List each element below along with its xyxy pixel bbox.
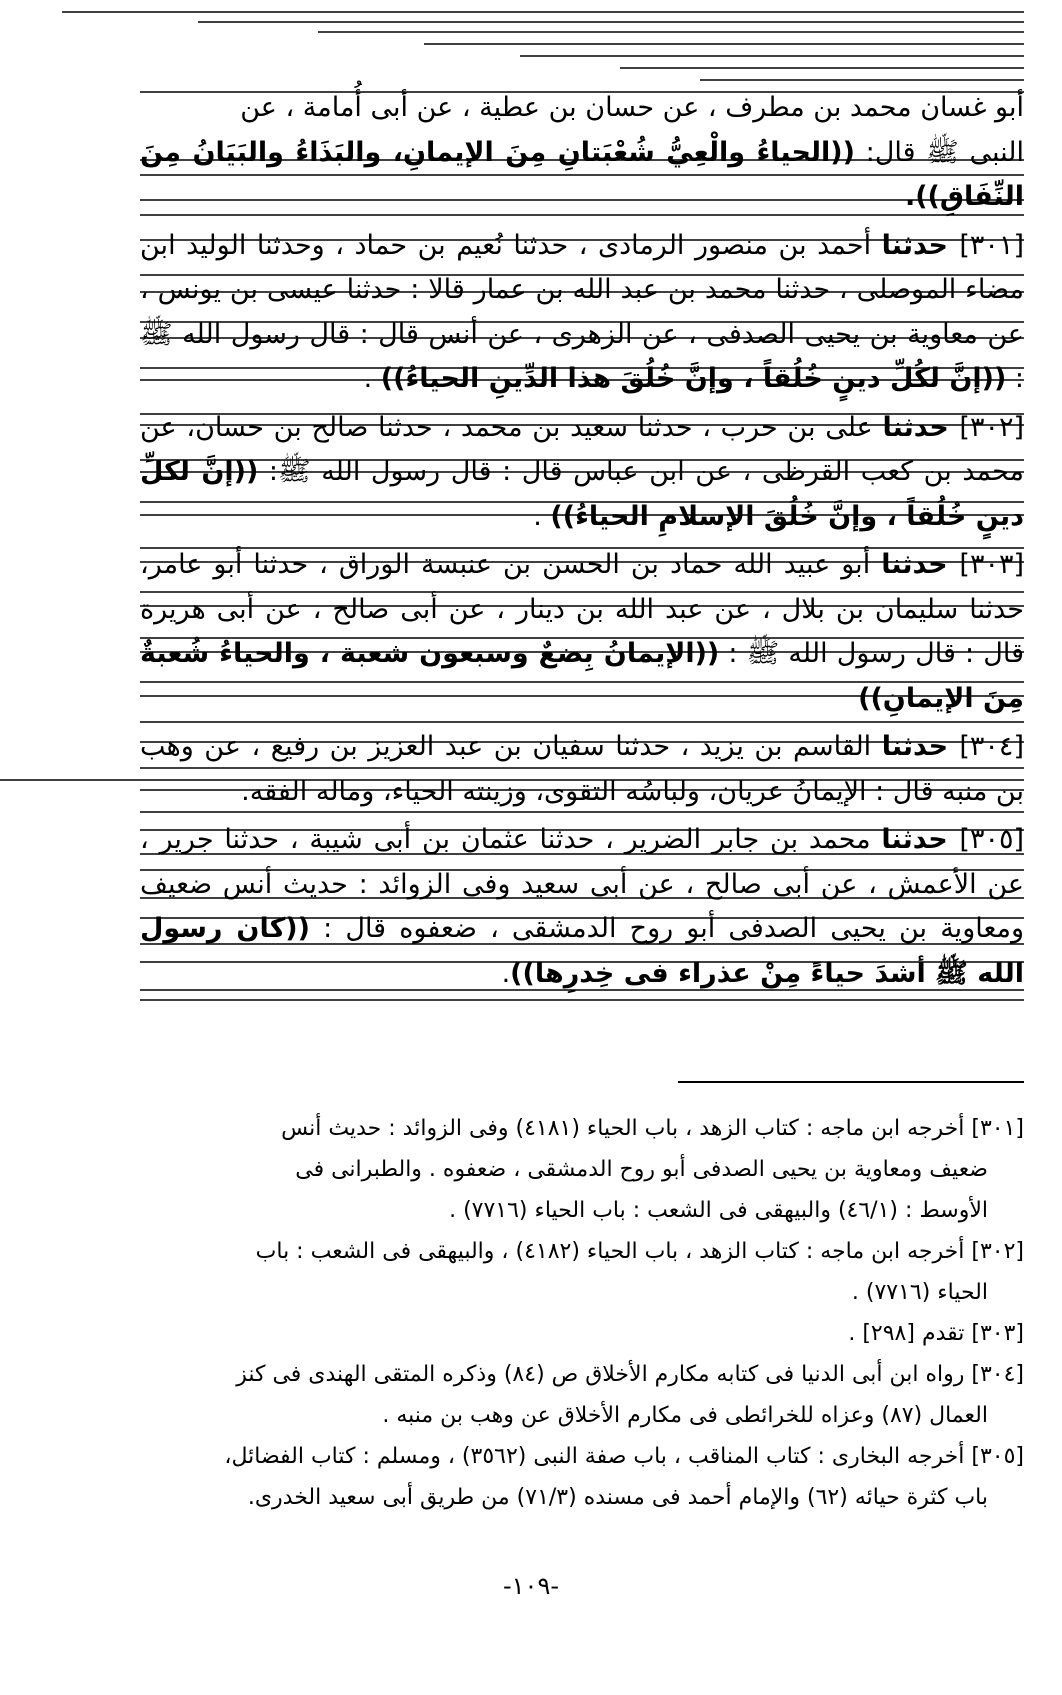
hadith-302-number: [٣٠٢] bbox=[959, 411, 1024, 443]
footnote-separator bbox=[678, 1081, 1024, 1083]
hadith-304-number: [٣٠٤] bbox=[959, 731, 1024, 762]
hadith-303-quote: ((الإيمانُ بِضعٌ وسبعون شعبة ، والحياءُ شُعبةٌ مِنَ الإيمانِ)) bbox=[140, 638, 1024, 714]
main-text bbox=[140, 86, 1024, 996]
footnote-305-line-1: [٣٠٥] أخرجه البخارى : كتاب المناقب ، باب صفة النبى (٣٥٦٢) ، ومسلم : كتاب الفضائل، bbox=[224, 1444, 1024, 1469]
footnote-302-line-1: [٣٠٢] أخرجه ابن ماجه : كتاب الزهد ، باب الحياء (٤١٨٢) ، والبيهقى فى الشعب : باب bbox=[255, 1239, 1024, 1264]
hadith-303 bbox=[140, 543, 1024, 721]
hadith-301 bbox=[140, 224, 1024, 402]
hadith-300-quote: ((الحياءُ والْعِيُّ شُعْبَتانِ مِنَ الإيمانِ، والبَذَاءُ والبَيَانُ مِنَ النِّفَاقِ)). bbox=[140, 136, 1024, 212]
hadith-303-number: [٣٠٣] bbox=[959, 549, 1024, 580]
page-number: -١٠٩- bbox=[502, 1572, 559, 1600]
hadith-300-line-1: أبو غسان محمد بن مطرف ، عن حسان بن عطية ، عن أبى أُمامة ، عن bbox=[240, 92, 1024, 123]
footnote-302-line-2: الحياء (٧٧١٦) . bbox=[851, 1280, 988, 1305]
hadith-301-lead: حدثنا bbox=[881, 229, 960, 261]
hadith-300-continuation bbox=[140, 86, 1024, 220]
footnote-301-line-2: ضعيف ومعاوية بن يحيى الصدفى أبو روح الدمشقى ، ضعفوه . والطبرانى فى bbox=[295, 1157, 988, 1182]
hadith-301-quote: ((إنَّ لكُلِّ دينٍ خُلُقاً ، وإنَّ خُلُقَ هذا الدِّينِ الحياءُ)) bbox=[380, 363, 1007, 394]
hadith-304 bbox=[140, 725, 1024, 814]
hadith-301-end: . bbox=[363, 363, 381, 394]
hadith-305-chain: محمد بن جابر الضرير ، حدثنا عثمان بن أبى شيبة ، حدثنا جرير ، عن الأعمش ، عن أبى صالح ، عن أبى سعيد وفى الزوائد : حديث أنس ضعيف ومعاوية بن يحيى الصدفى أبو روح الدمشقى ، ضعفوه قال : bbox=[140, 824, 1024, 944]
footnote-304-line-1: [٣٠٤] رواه ابن أبى الدنيا فى كتابه مكارم الأخلاق ص (٨٤) وذكره المتقى الهندى فى كنز bbox=[236, 1362, 1024, 1387]
hadith-301-chain: أحمد بن منصور الرمادى ، حدثنا نُعيم بن حماد ، وحدثنا الوليد ابن مضاء الموصلى ، حدثنا محمد بن عبد الله بن عمار قالا : حدثنا عيسى بن يونس ، عن معاوية بن يحيى الصدفى ، عن الزهرى ، عن أنس قال : قال رسول الله ﷺ : bbox=[140, 229, 1024, 394]
footnote-303-line-1: [٣٠٣] تقدم [٢٩٨] . bbox=[848, 1321, 1024, 1346]
hadith-302-quote: ((إنَّ لكلِّ دينٍ خُلُقاً ، وإنَّ خُلُقَ الإسلامِ الحياءُ)) bbox=[140, 456, 1024, 532]
footnote-301-line-1: [٣٠١] أخرجه ابن ماجه : كتاب الزهد ، باب الحياء (٤١٨١) وفى الزوائد : حديث أنس bbox=[281, 1116, 1024, 1141]
hadith-302-end: . bbox=[533, 500, 551, 532]
hadith-304-text: القاسم بن يزيد ، حدثنا سفيان بن عبد العزيز بن رفيع ، عن وهب بن منبه قال : الإيمانُ عريان، ولباسُه التقوى، وزينته الحياء، وماله الفقه. bbox=[140, 731, 1024, 807]
footnote-305-line-2: باب كثرة حيائه (٦٢) والإمام أحمد فى مسنده (٧١/٣) من طريق أبى سعيد الخدرى. bbox=[247, 1485, 988, 1510]
hadith-302 bbox=[140, 406, 1024, 540]
hadith-301-number: [٣٠١] bbox=[959, 229, 1024, 261]
footnote-301-line-3: الأوسط : (٤٦/١) والبيهقى فى الشعب : باب الحياء (٧٧١٦) . bbox=[449, 1198, 988, 1223]
hadith-305-lead: حدثنا bbox=[881, 824, 960, 855]
hadith-305-number: [٣٠٥] bbox=[959, 824, 1024, 855]
hadith-300-line-2-intro: النبى ﷺ قال: bbox=[854, 136, 1024, 168]
hadith-304-lead: حدثنا bbox=[881, 731, 960, 762]
footnote-304-line-2: العمال (٨٧) وعزاه للخرائطى فى مكارم الأخلاق عن وهب بن منبه . bbox=[382, 1403, 988, 1428]
hadith-302-chain: على بن حرب ، حدثنا سعيد بن محمد ، حدثنا صالح بن حسان، عن محمد بن كعب القرظى ، عن ابن عباس قال : قال رسول الله ﷺ: bbox=[140, 411, 1024, 487]
footnotes bbox=[140, 1108, 1024, 1518]
hadith-305-end: . bbox=[501, 957, 511, 989]
hadith-305-quote: ((كان رسول الله ﷺ أشدَ حياءً مِنْ عذراء فى خِدرِها)) bbox=[140, 913, 1024, 989]
hadith-302-lead: حدثنا bbox=[882, 411, 960, 443]
hadith-303-chain: أبو عبيد الله حماد بن الحسن بن عنبسة الوراق ، حدثنا أبو عامر، حدثنا سليمان بن بلال ، عن عبد الله بن دينار ، عن أبى صالح ، عن أبى هريرة قال : قال رسول الله ﷺ : bbox=[140, 549, 1024, 669]
hadith-303-lead: حدثنا bbox=[881, 549, 960, 580]
hadith-305 bbox=[140, 818, 1024, 996]
